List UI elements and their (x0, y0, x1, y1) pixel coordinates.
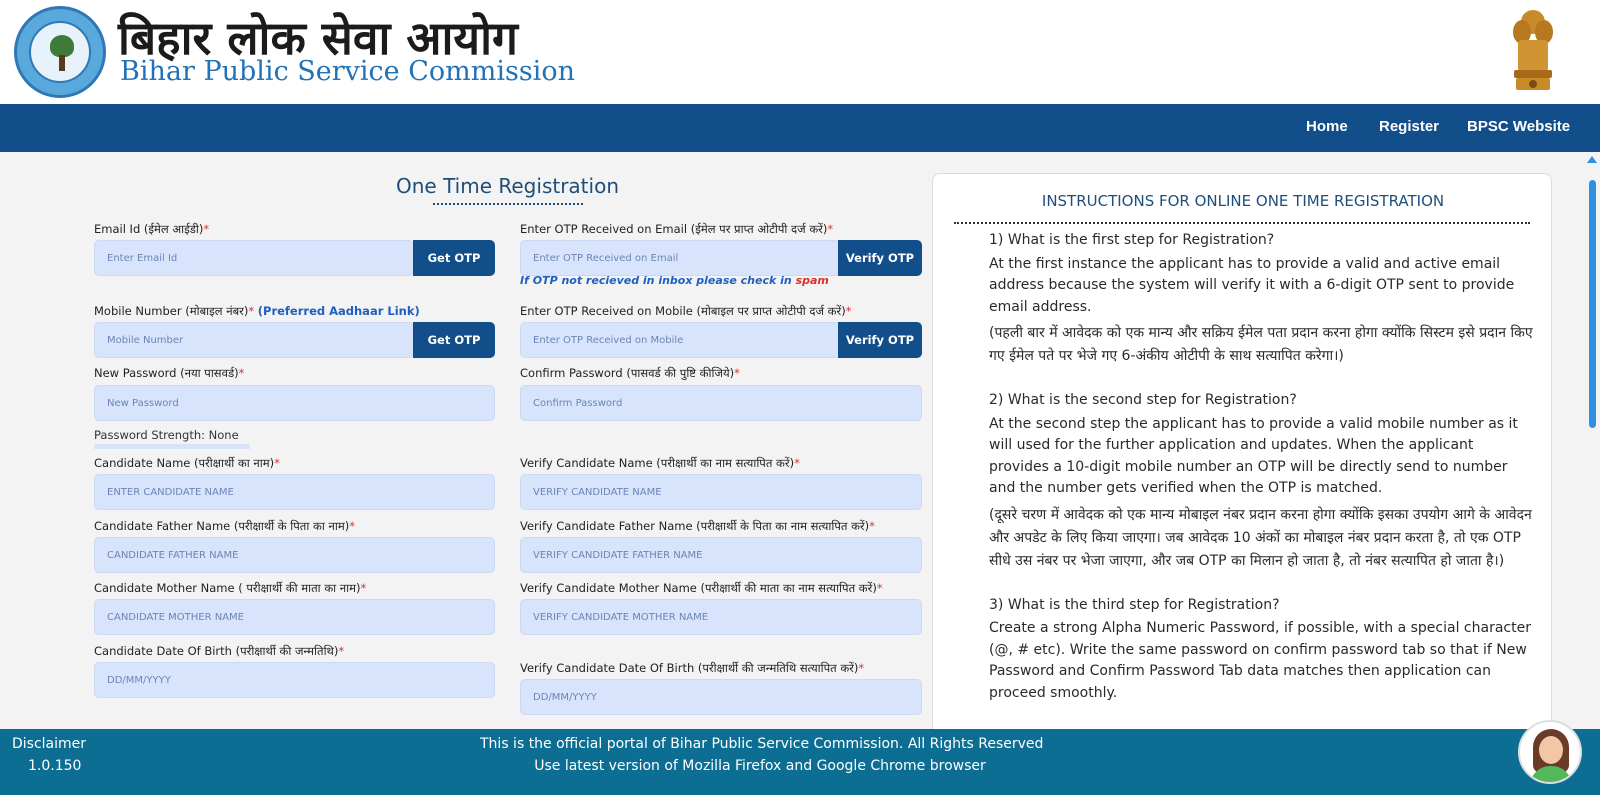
step-2-question: 2) What is the second step for Registration? (989, 392, 1297, 408)
email-otp-input[interactable] (520, 240, 840, 276)
state-emblem-icon (1508, 8, 1558, 94)
main-navbar (0, 104, 1600, 152)
mobile-otp-label: Enter OTP Received on Mobile (मोबाइल पर प्राप्त ओटीपी दर्ज करें)* (520, 304, 852, 318)
mobile-label: Mobile Number (मोबाइल नंबर)* (Preferred Aadhaar Link) (94, 304, 420, 318)
chat-assistant-avatar-icon[interactable] (1518, 720, 1582, 784)
spam-note: If OTP not recieved in inbox please check in spam (520, 274, 829, 287)
verify-candidate-name-input[interactable] (520, 474, 922, 510)
dob-label: Candidate Date Of Birth (परीक्षार्थी की जन्मतिथि)* (94, 644, 345, 658)
email-otp-label: Enter OTP Received on Email (ईमेल पर प्राप्त ओटीपी दर्ज करें)* (520, 222, 834, 236)
site-title-hindi: बिहार लोक सेवा आयोग (118, 11, 518, 65)
registration-form (0, 152, 916, 729)
nav-home[interactable]: Home (1306, 118, 1348, 135)
instructions-panel (932, 173, 1552, 743)
email-input[interactable] (94, 240, 414, 276)
mobile-otp-input[interactable] (520, 322, 840, 358)
verify-dob-input[interactable] (520, 679, 922, 715)
verify-candidate-name-label: Verify Candidate Name (परीक्षार्थी का नाम सत्यापित करें)* (520, 456, 800, 470)
scroll-up-arrow-icon[interactable] (1587, 156, 1597, 163)
step-1-english: At the first instance the applicant has to provide a valid and active email address because the system will verify it with a 6-digit OTP sent to provide email address. (989, 255, 1515, 315)
password-strength-bar (94, 444, 250, 449)
email-label: Email Id (ईमेल आईडी)* (94, 222, 210, 236)
mother-name-label: Candidate Mother Name ( परीक्षार्थी की माता का नाम)* (94, 581, 367, 595)
mobile-get-otp-button[interactable]: Get OTP (413, 322, 495, 358)
footer-copyright: This is the official portal of Bihar Public Service Commission. All Rights Reserved (480, 736, 1044, 752)
step-2-english: At the second step the applicant has to provide a valid mobile number as it will used for the further application and updates. When the applicant provides a 10-digit mobile number an OTP will be directly send to number and the number gets verified when the OTP is matched. (989, 415, 1518, 496)
new-password-label: New Password (नया पासवर्ड)* (94, 366, 245, 380)
step-1-hindi: (पहली बार में आवेदक को एक मान्य और सक्रिय ईमेल पता प्रदान करना होगा क्योंकि सिस्टम इसे प्रदान किए गए ईमेल पते पर भेजे गए 6-अंकीय ओटीपी के साथ सत्यापित करेगा।) (989, 325, 1533, 364)
instructions-body (989, 230, 1537, 706)
step-2-hindi: (दूसरे चरण में आवेदक को एक मान्य मोबाइल नंबर प्रदान करना होगा क्योंकि इसका उपयोग आगे के आवेदन और अपडेट के लिए किया जाएगा। जब आवेदक 10 अंकों का मोबाइल नंबर प्रदान करता है, तो एक OTP सीधे उस नंबर पर भेजा जाएगा, और जब OTP का मिलान हो जाता है, तो नंबर सत्यापित हो जाता है।) (989, 506, 1532, 569)
version-text: 1.0.150 (28, 758, 82, 774)
mobile-verify-otp-button[interactable]: Verify OTP (838, 322, 922, 358)
disclaimer-link[interactable]: Disclaimer (12, 736, 87, 752)
email-verify-otp-button[interactable]: Verify OTP (838, 240, 922, 276)
confirm-password-label: Confirm Password (पासवर्ड की पुष्टि कीजिये)* (520, 366, 740, 380)
site-header (0, 0, 1600, 104)
instructions-title: INSTRUCTIONS FOR ONLINE ONE TIME REGISTRATION (1041, 192, 1445, 210)
form-title: One Time Registration (396, 174, 619, 198)
site-title-english: Bihar Public Service Commission (120, 56, 575, 87)
verify-father-name-label: Verify Candidate Father Name (परीक्षार्थी के पिता का नाम सत्यापित करें)* (520, 519, 875, 533)
dob-input[interactable] (94, 662, 495, 698)
password-strength-text: Password Strength: None (94, 428, 239, 442)
bpsc-seal-icon (14, 6, 106, 98)
father-name-label: Candidate Father Name (परीक्षार्थी के पिता का नाम)* (94, 519, 355, 533)
site-footer (0, 729, 1600, 795)
new-password-input[interactable] (94, 385, 495, 421)
father-name-input[interactable] (94, 537, 495, 573)
step-1-question: 1) What is the first step for Registration? (989, 232, 1275, 248)
confirm-password-input[interactable] (520, 385, 922, 421)
step-3-english: Create a strong Alpha Numeric Password, if possible, with a special character (@, # etc). Write the same password on confirm password tab so that if New Password and Confirm Password Tab data matches then application can proceed smoothly. (989, 620, 1531, 701)
step-3-question: 3) What is the third step for Registration? (989, 596, 1280, 613)
scrollbar-thumb[interactable] (1589, 180, 1596, 428)
candidate-name-label: Candidate Name (परीक्षार्थी का नाम)* (94, 456, 280, 470)
verify-mother-name-input[interactable] (520, 599, 922, 635)
footer-browser-note: Use latest version of Mozilla Firefox and Google Chrome browser (534, 758, 986, 774)
nav-bpsc-website[interactable]: BPSC Website (1467, 118, 1571, 135)
email-get-otp-button[interactable]: Get OTP (413, 240, 495, 276)
candidate-name-input[interactable] (94, 474, 495, 510)
verify-mother-name-label: Verify Candidate Mother Name (परीक्षार्थी की माता का नाम सत्यापित करें)* (520, 581, 883, 595)
nav-register[interactable]: Register (1379, 118, 1440, 135)
aadhaar-link-hint: (Preferred Aadhaar Link) (257, 304, 420, 318)
verify-father-name-input[interactable] (520, 537, 922, 573)
instructions-divider (954, 222, 1530, 224)
verify-dob-label: Verify Candidate Date Of Birth (परीक्षार्थी की जन्मतिथि सत्यापित करें)* (520, 661, 865, 675)
mother-name-input[interactable] (94, 599, 495, 635)
title-divider (433, 203, 583, 205)
mobile-input[interactable] (94, 322, 414, 358)
